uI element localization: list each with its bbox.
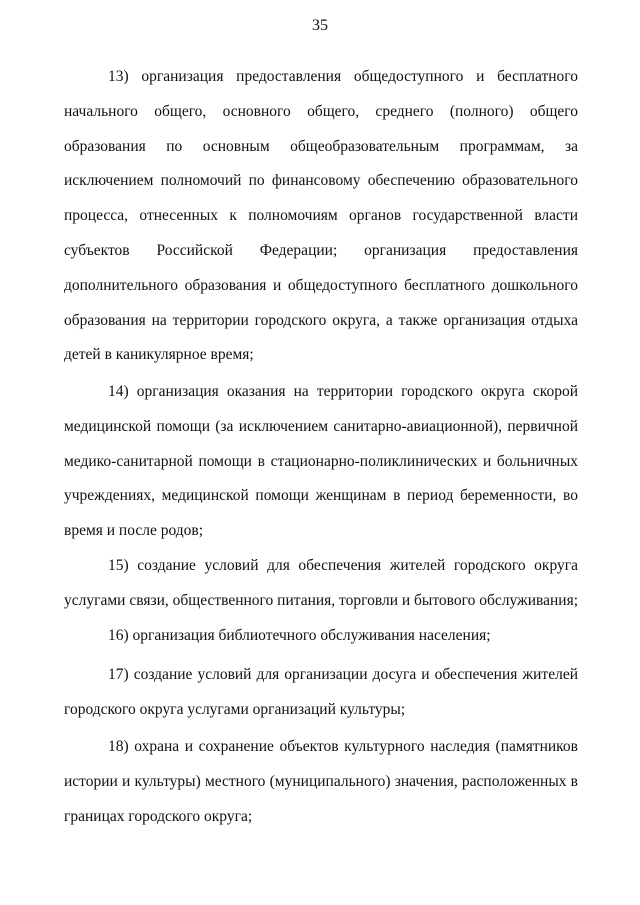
paragraph-18 <box>64 730 578 834</box>
text-line: 16) организация библиотечного обслуживания населения; <box>108 627 491 644</box>
paragraph-15 <box>64 549 578 619</box>
text-line: истории и культуры) местного (муниципального) значения, расположенных в <box>64 772 578 790</box>
paragraph-17 <box>64 658 578 728</box>
paragraph-16 <box>64 619 578 654</box>
text-line: 14) организация оказания на территории городского округа скорой <box>108 383 578 400</box>
text-line: медицинской помощи (за исключением санитарно-авиационной), первичной <box>64 417 578 435</box>
text-line: 15) создание условий для обеспечения жителей городского округа <box>108 557 578 574</box>
text-line: время и после родов; <box>64 522 204 540</box>
text-line: учреждениях, медицинской помощи женщинам в период беременности, во <box>64 487 578 505</box>
paragraph-14 <box>64 375 578 549</box>
text-line: начального общего, основного общего, среднего (полного) общего <box>64 102 578 120</box>
text-line: дополнительного образования и общедоступного бесплатного дошкольного <box>64 276 578 294</box>
text-line: образования на территории городского округа, а также организация отдыха <box>64 311 578 329</box>
text-line: исключением полномочий по финансовому обеспечению образовательного <box>64 172 578 190</box>
text-line: 18) охрана и сохранение объектов культурного наследия (памятников <box>108 738 578 755</box>
text-line: 13) организация предоставления общедоступного и бесплатного <box>108 68 578 85</box>
text-line: медико-санитарной помощи в стационарно-поликлинических и больничных <box>64 452 578 470</box>
text-line: 17) создание условий для организации досуга и обеспечения жителей <box>108 666 578 683</box>
text-line: детей в каникулярное время; <box>64 346 254 364</box>
text-line: образования по основным общеобразовательным программам, за <box>64 137 578 155</box>
page-number: 35 <box>312 17 328 34</box>
text-line: услугами связи, общественного питания, торговли и бытового обслуживания; <box>64 591 579 609</box>
text-line: городского округа услугами организаций культуры; <box>64 700 406 718</box>
text-line: субъектов Российской Федерации; организация предоставления <box>64 241 578 259</box>
text-line: процесса, отнесенных к полномочиям органов государственной власти <box>64 207 578 225</box>
paragraph-13 <box>64 60 578 373</box>
text-line: границах городского округа; <box>64 807 253 825</box>
